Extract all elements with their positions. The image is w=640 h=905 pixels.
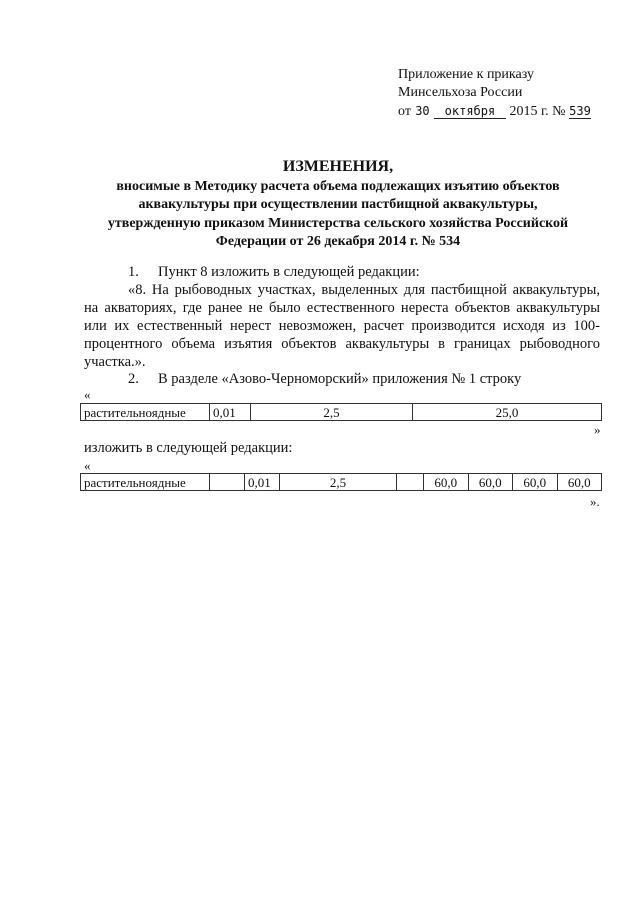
appendix-line-2: Минсельхоза России xyxy=(398,85,523,100)
old-cell-value: 2,5 xyxy=(251,404,413,421)
item-text: В разделе «Азово-Черноморский» приложения № 1 строку xyxy=(158,371,522,387)
date-month: октября xyxy=(434,105,506,119)
old-cell-value: 25,0 xyxy=(413,404,602,421)
order-number: 539 xyxy=(569,104,591,118)
close-quote-mark: » xyxy=(594,422,601,437)
title-heading: ИЗМЕНЕНИЯ, xyxy=(282,158,394,175)
old-table-row xyxy=(80,403,602,421)
appendix-date-line xyxy=(398,102,591,121)
new-cell-value: 60,0 xyxy=(468,474,513,491)
title-subtitle-line: аквакультуры при осуществлении пастбищной аквакультуры, xyxy=(138,197,538,212)
new-cell-species: растительноядные xyxy=(81,474,210,491)
item-1 xyxy=(84,263,600,281)
title-subtitle-line: утвержденную приказом Министерства сельского хозяйства Российской xyxy=(107,215,569,231)
item-text: Пункт 8 изложить в следующей редакции: xyxy=(158,264,420,280)
new-cell-value: 60,0 xyxy=(513,474,558,491)
close-quote-period: ». xyxy=(590,494,600,509)
new-cell-empty xyxy=(210,474,245,491)
date-prefix: от xyxy=(398,104,411,119)
document-title xyxy=(80,158,596,252)
title-subtitle-line: Федерации от 26 декабря 2014 г. № 534 xyxy=(215,234,461,249)
new-cell-empty xyxy=(397,474,424,491)
open-quote-mark: « xyxy=(84,387,91,402)
appendix-header xyxy=(398,66,591,121)
item-2 xyxy=(84,370,600,388)
appendix-line-1: Приложение к приказу xyxy=(398,67,534,82)
open-quote-mark: « xyxy=(84,458,91,473)
old-cell-value: 0,01 xyxy=(210,404,251,421)
new-cell-value: 60,0 xyxy=(424,474,469,491)
quoted-paragraph: «8. На рыбоводных участках, выделенных для пастбищной аквакультуры, на акваториях, где ранее не было естественного нереста объектов аквакультуры или их естественный нерест невозможен, расчет производится исходя из 100-процентного объема изъятия объектов аквакультуры в границах рыбоводного участка.». xyxy=(84,282,600,370)
new-cell-value: 2,5 xyxy=(280,474,397,491)
date-year: 2015 г. № xyxy=(509,104,566,119)
new-table-row xyxy=(80,473,602,491)
item-number: 2. xyxy=(128,371,139,387)
new-cell-value: 0,01 xyxy=(245,474,280,491)
new-cell-value: 60,0 xyxy=(557,474,602,491)
date-day: 30 xyxy=(415,104,430,118)
item-number: 1. xyxy=(128,264,139,280)
title-subtitle-line: вносимые в Методику расчета объема подлежащих изъятию объектов xyxy=(116,178,560,194)
replace-instruction: изложить в следующей редакции: xyxy=(84,440,293,456)
old-cell-species: растительноядные xyxy=(81,404,210,421)
